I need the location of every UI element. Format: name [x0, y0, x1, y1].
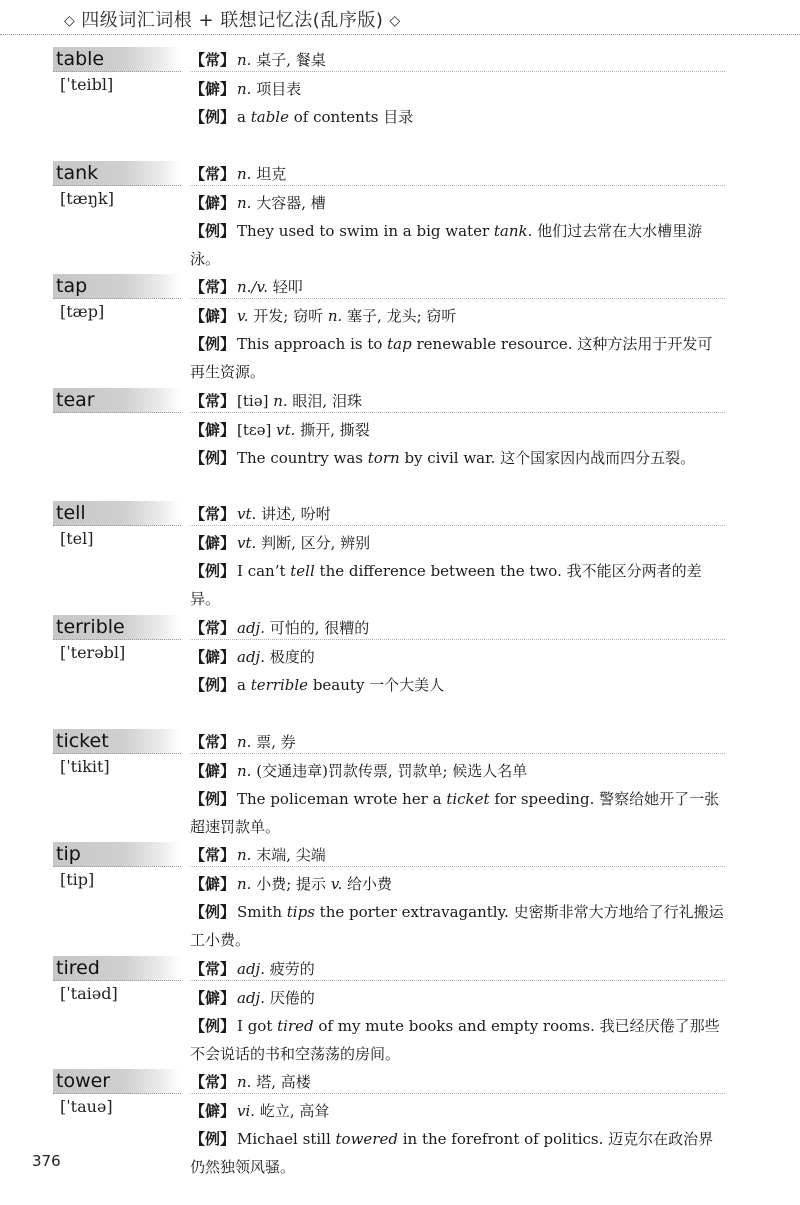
italic-run: table: [250, 108, 289, 126]
common-meaning-line: [190, 614, 725, 642]
dictionary-entry: [0, 271, 800, 385]
text-run: 厌倦的: [264, 988, 315, 1007]
example-line: [190, 557, 725, 613]
rare-tag: 【僻】: [190, 420, 236, 439]
rare-meaning-line: [190, 189, 725, 217]
rare-tag: 【僻】: [190, 80, 236, 98]
page-number: 376: [32, 1152, 61, 1170]
italic-run: vi.: [237, 1102, 256, 1121]
headword: tired: [56, 956, 100, 979]
rare-tag: 【僻】: [190, 875, 236, 894]
dictionary-entry: [0, 498, 800, 612]
phonetic: [ˈteibl]: [60, 75, 114, 94]
headword-box: [53, 47, 181, 72]
rare-tag: 【僻】: [190, 307, 236, 326]
dictionary-entry: [0, 158, 800, 272]
common-meaning-line: [190, 273, 725, 301]
common-tag: 【常】: [190, 618, 236, 637]
text-run: beauty 一个大美人: [308, 675, 445, 694]
italic-run: v.: [330, 875, 343, 894]
italic-run: n.: [237, 761, 252, 780]
rare-meaning-line: [190, 75, 725, 103]
italic-run: n.: [237, 846, 252, 865]
example-line: [190, 785, 725, 841]
headword-box: [53, 501, 181, 526]
text-run: This approach is to: [237, 335, 388, 354]
text-run: 撕开, 撕裂: [295, 420, 370, 439]
example-line: [190, 898, 725, 954]
common-tag: 【常】: [190, 732, 236, 751]
text-run: I got: [237, 1016, 278, 1035]
headword-box: [53, 956, 181, 981]
text-run: 可怕的, 很糟的: [264, 618, 370, 637]
rare-meaning-line: [190, 757, 725, 785]
phonetic: [tæŋk]: [60, 188, 114, 208]
phonetic: [tip]: [60, 870, 95, 890]
phonetic: [tæp]: [60, 302, 105, 322]
text-run: I can’t: [237, 562, 291, 581]
diamond-left-icon: ◇: [64, 13, 76, 29]
header-title-row: [58, 6, 407, 32]
diamond-right-icon: ◇: [389, 13, 401, 29]
phonetic: [ˈterəbl]: [60, 642, 126, 662]
rare-meaning-line: [190, 984, 725, 1012]
italic-run: ticket: [446, 789, 490, 808]
italic-run: vt.: [237, 505, 257, 524]
dictionary-entry: [0, 839, 800, 953]
headword-box: [53, 615, 181, 640]
italic-run: tank.: [493, 221, 533, 240]
text-run: 疲劳的: [264, 959, 315, 978]
italic-run: terrible: [250, 675, 309, 694]
text-run: The country was: [237, 448, 368, 467]
italic-run: tired: [277, 1016, 314, 1035]
italic-run: tips: [286, 903, 315, 922]
rare-meaning-line: [190, 870, 725, 898]
text-run: the difference between the two. 我不能区分两者的差异。: [190, 562, 702, 609]
text-run: 塞子, 龙头; 窃听: [342, 307, 457, 326]
text-run: 末端, 尖端: [251, 846, 326, 865]
example-line: [190, 1012, 725, 1068]
headword: ticket: [56, 729, 109, 752]
text-run: (交通违章)罚款传票, 罚款单; 候选人名单: [251, 761, 528, 780]
italic-run: n.: [237, 164, 252, 183]
headword: tell: [56, 502, 86, 525]
italic-run: torn: [367, 448, 400, 467]
example-tag: 【例】: [190, 789, 236, 808]
common-tag: 【常】: [190, 51, 236, 69]
rare-tag: 【僻】: [190, 988, 236, 1007]
phonetic: [ˈtauə]: [60, 1097, 113, 1117]
text-run: 塔, 高楼: [251, 1073, 311, 1092]
text-run: 大容器, 槽: [251, 193, 326, 212]
example-line: [190, 217, 725, 273]
example-line: [190, 671, 725, 699]
common-meaning-line: [190, 1068, 725, 1096]
dictionary-entry: [0, 1066, 800, 1180]
text-run: 眼泪, 泪珠: [287, 391, 362, 410]
text-run: [tiə]: [237, 391, 274, 410]
example-tag: 【例】: [190, 1130, 236, 1149]
rare-meaning-line: [190, 302, 725, 330]
text-run: They used to swim in a big water: [237, 221, 494, 240]
text-run: 给小费: [342, 875, 393, 894]
italic-run: n.: [237, 732, 252, 751]
italic-run: tap: [387, 335, 412, 354]
text-run: 屹立, 高耸: [255, 1102, 330, 1121]
entry-list: [0, 44, 800, 1180]
italic-run: vt.: [276, 420, 296, 439]
text-run: by civil war. 这个国家因内战而四分五裂。: [399, 448, 696, 467]
headword: tip: [56, 843, 81, 866]
text-run: 票, 券: [251, 732, 296, 751]
dictionary-entry: [0, 726, 800, 840]
phonetic: [ˈtaiəd]: [60, 983, 118, 1003]
italic-run: towered: [335, 1130, 398, 1149]
rare-tag: 【僻】: [190, 761, 236, 780]
headword: terrible: [56, 615, 125, 638]
text-run: Michael still: [237, 1130, 336, 1149]
rare-meaning-line: [190, 643, 725, 671]
header-title: 四级词汇词根 + 联想记忆法(乱序版): [81, 10, 384, 31]
text-run: Smith: [237, 903, 287, 922]
italic-run: n.: [327, 307, 343, 326]
italic-run: adj.: [237, 647, 265, 666]
rare-tag: 【僻】: [190, 647, 236, 666]
phonetic: [ˈtikit]: [60, 756, 110, 776]
italic-run: n.: [237, 1073, 252, 1092]
dictionary-entry: [0, 385, 800, 499]
page-header: [0, 0, 800, 35]
example-tag: 【例】: [190, 221, 236, 240]
italic-run: n.: [237, 193, 252, 212]
italic-run: vt.: [237, 534, 257, 553]
rare-meaning-line: [190, 529, 725, 557]
rare-tag: 【僻】: [190, 193, 236, 212]
text-run: 坦克: [251, 164, 287, 183]
headword: tower: [56, 1070, 111, 1093]
headword-box: [53, 274, 181, 299]
text-run: 他们过去常在大水槽里游泳。: [190, 221, 703, 268]
headword: table: [56, 48, 105, 70]
text-run: [tɛə]: [237, 420, 277, 439]
text-run: 极度的: [264, 647, 315, 666]
headword-box: [53, 1069, 181, 1094]
italic-run: n./v.: [237, 278, 268, 297]
common-meaning-line: [190, 160, 725, 188]
text-run: 轻叩: [267, 278, 303, 297]
text-run: 讲述, 吩咐: [256, 505, 331, 524]
text-run: in the forefront of politics. 迈克尔在政治界仍然独领风骚。: [190, 1130, 714, 1177]
common-meaning-line: [190, 841, 725, 869]
text-run: of contents 目录: [288, 108, 414, 126]
phonetic: [tel]: [60, 529, 94, 549]
example-tag: 【例】: [190, 675, 236, 694]
common-tag: 【常】: [190, 164, 236, 183]
common-tag: 【常】: [190, 391, 236, 410]
text-run: a: [237, 108, 251, 126]
text-run: a: [237, 675, 251, 694]
italic-run: n.: [237, 875, 252, 894]
headword-box: [53, 729, 181, 754]
example-tag: 【例】: [190, 448, 236, 467]
example-line: [190, 444, 725, 472]
common-meaning-line: [190, 728, 725, 756]
common-meaning-line: [190, 387, 725, 415]
example-line: [190, 103, 725, 131]
headword-box: [53, 842, 181, 867]
italic-run: adj.: [237, 618, 265, 637]
dictionary-entry: [0, 44, 800, 158]
headword-box: [53, 388, 181, 413]
common-tag: 【常】: [190, 505, 236, 524]
example-tag: 【例】: [190, 1016, 236, 1035]
example-line: [190, 330, 725, 386]
italic-run: tell: [290, 562, 315, 581]
common-tag: 【常】: [190, 959, 236, 978]
dictionary-entry: [0, 612, 800, 726]
italic-run: v.: [237, 307, 249, 326]
rare-meaning-line: [190, 416, 725, 444]
text-run: renewable resource. 这种方法用于开发可再生资源。: [190, 335, 713, 382]
common-meaning-line: [190, 46, 725, 74]
common-tag: 【常】: [190, 278, 236, 297]
rare-tag: 【僻】: [190, 534, 236, 553]
italic-run: n.: [237, 80, 252, 98]
text-run: 小费; 提示: [251, 875, 331, 894]
common-tag: 【常】: [190, 846, 236, 865]
text-run: 桌子, 餐桌: [251, 51, 326, 69]
text-run: 开发; 窃听: [248, 307, 328, 326]
common-meaning-line: [190, 500, 725, 528]
text-run: 项目表: [251, 80, 302, 98]
italic-run: n.: [237, 51, 252, 69]
headword: tank: [56, 161, 99, 184]
rare-tag: 【僻】: [190, 1102, 236, 1121]
example-tag: 【例】: [190, 108, 236, 126]
text-run: of my mute books and empty rooms. 我已经厌倦了那些不会说话的书和空荡荡的房间。: [190, 1016, 720, 1063]
example-tag: 【例】: [190, 562, 236, 581]
italic-run: adj.: [237, 959, 265, 978]
example-line: [190, 1125, 725, 1181]
italic-run: n.: [273, 391, 288, 410]
text-run: for speeding. 警察给她开了一张超速罚款单。: [190, 789, 720, 836]
italic-run: adj.: [237, 988, 265, 1007]
example-tag: 【例】: [190, 903, 236, 922]
text-run: The policeman wrote her a: [237, 789, 447, 808]
text-run: 判断, 区分, 辨别: [256, 534, 371, 553]
rare-meaning-line: [190, 1097, 725, 1125]
example-tag: 【例】: [190, 335, 236, 354]
common-meaning-line: [190, 955, 725, 983]
headword-box: [53, 161, 181, 186]
headword: tear: [56, 388, 95, 411]
dictionary-entry: [0, 953, 800, 1067]
text-run: the porter extravagantly. 史密斯非常大方地给了行礼搬运工小费。: [190, 903, 724, 950]
common-tag: 【常】: [190, 1073, 236, 1092]
headword: tap: [56, 275, 88, 298]
